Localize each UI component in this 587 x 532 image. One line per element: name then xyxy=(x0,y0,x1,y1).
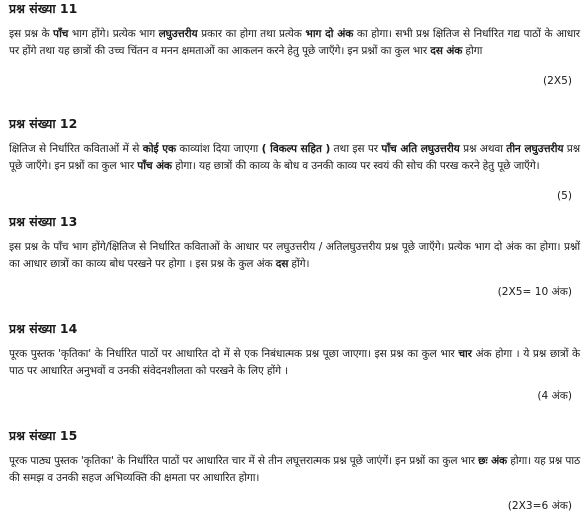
text-run: काव्यांश दिया जाएगा xyxy=(175,143,262,155)
question-11-description xyxy=(9,26,580,59)
question-15-description xyxy=(9,453,580,486)
question-14-description xyxy=(9,346,580,379)
text-run: इस प्रश्न के xyxy=(9,28,54,40)
question-11-marks: (2X5) xyxy=(542,75,572,87)
question-13-marks: (2X5= 10 अंक) xyxy=(497,286,572,298)
question-15-marks: (2X3=6 अंक) xyxy=(507,500,572,512)
bold-text: दस अंक xyxy=(430,44,463,57)
question-14-section xyxy=(9,321,580,402)
text-run: होगा। यह छात्रों की काव्य के बोध व उनकी काव्य पर स्वयं की सोच की परख करने हेतु पूछे जाएँगे। xyxy=(171,159,540,172)
question-11-section xyxy=(9,1,580,87)
question-12-marks: (5) xyxy=(556,190,572,202)
text-run: का होगा। सभी प्रश्न क्षितिज से निर्धारित गद्य पाठों के आधार पर होंगे तथा यह छात्रों की उच्च चिंतन व मनन क्षमताओं का आकलन करने हेतु पूछे जाएँगे। इन प्रश्नों का कुल भार xyxy=(9,28,580,57)
text-run: होंगे। xyxy=(288,257,310,270)
text-run: अंक होगा । ये प्रश्न छात्रों के पाठ पर आधारित अनुभवों व उनकी संवेदनशीलता को परखने के लिए होंगे । xyxy=(9,348,580,377)
text-run: भाग होंगे। प्रत्येक भाग xyxy=(68,28,159,40)
text-run: तथा इस पर xyxy=(330,143,382,155)
question-12-section xyxy=(9,116,581,202)
bold-text: पाँच अति लघुउत्तरीय xyxy=(381,143,460,155)
text-run: होगा। यह प्रश्न पाठ की समझ व उनकी सहज अभिव्यक्ति की क्षमता पर आधारित होगा। xyxy=(9,455,580,484)
bold-text: ( विकल्प सहित ) xyxy=(261,143,331,155)
question-14-marks: (4 अंक) xyxy=(537,390,572,402)
question-12-heading: प्रश्न संख्या 12 xyxy=(9,116,78,131)
bold-text: तीन लघुउत्तरीय xyxy=(506,143,564,155)
bold-text: छः अंक xyxy=(478,455,508,467)
text-run: होगा xyxy=(462,44,483,57)
bold-text: दस xyxy=(275,257,289,270)
bold-text: भाग दो अंक xyxy=(305,28,354,40)
bold-text: पाँच xyxy=(53,28,69,40)
question-11-heading: प्रश्न संख्या 11 xyxy=(9,1,78,16)
bold-text: लघुउत्तरीय xyxy=(158,28,198,40)
bold-text: पाँच अंक xyxy=(137,159,172,172)
text-run: प्रश्न अथवा xyxy=(459,143,507,155)
bold-text: चार xyxy=(458,348,472,360)
question-12-description xyxy=(9,141,580,174)
question-15-section xyxy=(9,428,580,512)
question-13-description xyxy=(9,239,580,272)
text-run: इस प्रश्न के पाँच भाग होंगे/क्षितिज से निर्धारित कविताओं के आधार पर लघुउत्तरीय / अतिलघुउत्तरीय प्रश्न पूछे जाएँगे। प्रत्येक भाग दो अंक का होगा। प्रश्नों का आधार छात्रों का काव्य बोध परखने पर होगा । इस प्रश्न के कुल अंक xyxy=(9,241,580,270)
text-run: पूरक पुस्तक 'कृतिका' के निर्धारित पाठों पर आधारित दो में से एक निबंधात्मक प्रश्न पूछा जाएगा। इस प्रश्न का कुल भार xyxy=(9,348,459,360)
text-run: प्रकार का होगा तथा प्रत्येक xyxy=(197,28,306,40)
text-run: पूरक पाठ्य पुस्तक 'कृतिका' के निर्धारित पाठों पर आधारित चार में से तीन लघूत्तरात्मक प्रश्न पूछे जाएंगें। इन प्रश्नों का कुल भार xyxy=(9,455,479,467)
text-run: क्षितिज से निर्धारित कविताओं में से xyxy=(9,143,143,155)
text-run: प्रश्न पूछे जाएँगे। इन प्रश्नों का कुल भार xyxy=(9,143,581,172)
question-14-heading: प्रश्न संख्या 14 xyxy=(9,321,78,336)
question-13-heading: प्रश्न संख्या 13 xyxy=(9,214,78,229)
question-15-heading: प्रश्न संख्या 15 xyxy=(9,428,78,443)
question-13-section xyxy=(9,214,580,298)
bold-text: कोई एक xyxy=(142,143,176,155)
